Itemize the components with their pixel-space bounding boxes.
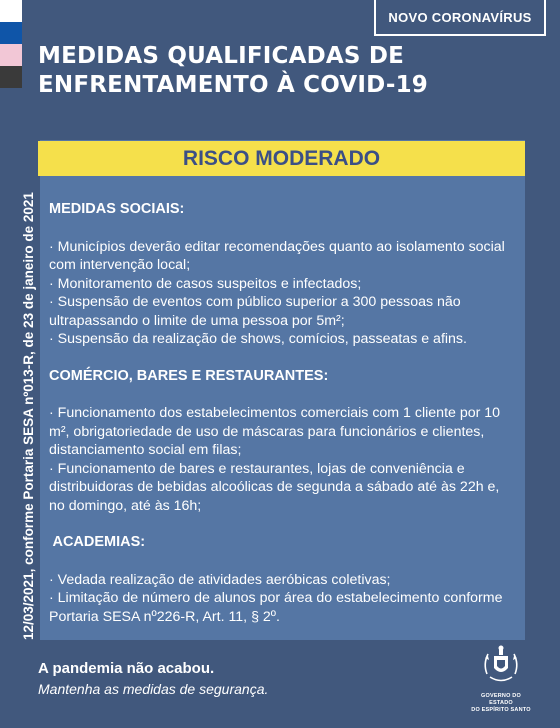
footer-message [38, 659, 268, 699]
list-item: · Suspensão da realização de shows, comícios, passeatas e afins. [49, 331, 467, 347]
stripe-blue [0, 22, 22, 44]
list-item: · Monitoramento de casos suspeitos e infectados; [49, 275, 362, 292]
color-stripes [0, 0, 22, 88]
section-list-commerce [49, 404, 519, 515]
list-item: · Limitação de número de alunos por área do estabelecimento conforme Portaria SESA nº226-R, Art. 11, § 2º. [49, 590, 503, 625]
page-title [38, 42, 458, 100]
government-logo [470, 644, 532, 714]
title-line-2: ENFRENTAMENTO À COVID-19 [38, 72, 428, 98]
list-item: · Municípios deverão editar recomendações quanto ao isolamento social com intervenção local; [49, 238, 505, 273]
stripe-white [0, 0, 22, 22]
section-list-gyms [49, 571, 519, 627]
category-tag: NOVO CORONAVÍRUS [374, 0, 546, 36]
logo-caption-1: GOVERNO DO ESTADO [481, 693, 521, 706]
section-heading-commerce: COMÉRCIO, BARES E RESTAURANTES: [49, 367, 329, 384]
footer-line-1: A pandemia não acabou. [38, 660, 215, 677]
measures-content [49, 200, 519, 644]
stripe-dark [0, 66, 22, 88]
section-heading-gyms: ACADEMIAS: [49, 534, 146, 550]
title-line-1: MEDIDAS QUALIFICADAS DE [38, 43, 405, 69]
footer-line-2: Mantenha as medidas de segurança. [38, 681, 269, 697]
vertical-side-text: 12/03/2021, conforme Portaria SESA nº013-R, de 23 de janeiro de 2021 [21, 192, 36, 640]
risk-banner: RISCO MODERADO [38, 141, 525, 176]
list-item: · Vedada realização de atividades aeróbicas coletivas; [49, 571, 391, 588]
logo-caption-2: DO ESPÍRITO SANTO [471, 707, 531, 713]
list-item: · Funcionamento de bares e restaurantes, lojas de conveniência e distribuidoras de bebidas alcoólicas de segunda a sábado até às 22h e, no domingo, até às 16h; [49, 460, 500, 514]
stripe-pink [0, 44, 22, 66]
section-list-social [49, 238, 519, 349]
section-heading-social: MEDIDAS SOCIAIS: [49, 201, 185, 217]
state-coat-of-arms-icon [479, 644, 523, 688]
list-item: · Suspensão de eventos com público superior a 300 pessoas não ultrapassando o limite de uma pessoa por 5m²; [49, 294, 461, 329]
list-item: · Funcionamento dos estabelecimentos comerciais com 1 cliente por 10 m², obrigatoriedade de uso de máscaras para funcionários e clientes, distanciamento social em filas; [49, 405, 501, 458]
